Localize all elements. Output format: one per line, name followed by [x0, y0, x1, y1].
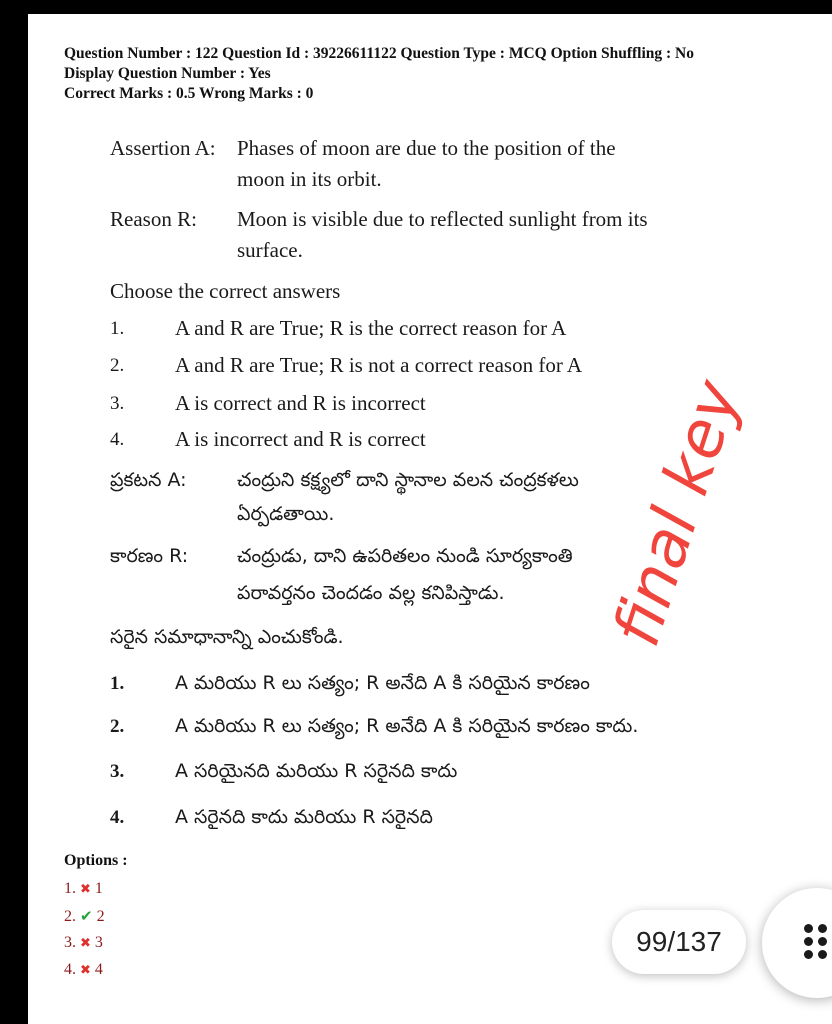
telugu-choice-text: A మరియు R లు సత్యం; R అనేది A కి సరియైన కారణం: [175, 672, 590, 694]
assertion-text-2: moon in its orbit.: [237, 167, 382, 191]
choice-text: A and R are True; R is not a correct reason for A: [175, 353, 583, 377]
telugu-prompt: సరైన సమాధానాన్ని ఎంచుకోండి.: [110, 626, 344, 648]
telugu-choice-number: 3.: [110, 761, 125, 782]
option-row: [64, 934, 103, 952]
option-value: 2: [96, 908, 105, 925]
meta-line-3: Correct Marks : 0.5 Wrong Marks : 0: [64, 85, 314, 102]
telugu-reason-text-2: పరావర్తనం చెందడం వల్ల కనిపిస్తాడు.: [237, 582, 505, 604]
telugu-choice-text: A సరియైనది మరియు R సరైనది కాదు: [175, 760, 458, 782]
choice-text: A is incorrect and R is correct: [175, 427, 426, 451]
choice-number: 3.: [110, 393, 125, 414]
choose-prompt: Choose the correct answers: [110, 279, 341, 303]
reason-text-2: surface.: [237, 238, 303, 262]
page-counter: [612, 910, 746, 974]
assertion-text-1: Phases of moon are due to the position of the: [237, 136, 616, 160]
option-number: 2.: [64, 908, 76, 925]
assertion-label: Assertion A:: [110, 136, 216, 160]
option-number: 1.: [64, 880, 76, 897]
reason-label: Reason R:: [110, 207, 197, 231]
telugu-reason-text-1: చంద్రుడు, దాని ఉపరితలం నుండి సూర్యకాంతి: [237, 545, 573, 567]
choice-text: A is correct and R is incorrect: [175, 391, 426, 415]
choice-number: 2.: [110, 355, 125, 376]
cross-icon: ✖: [80, 882, 91, 897]
cross-icon: ✖: [80, 936, 91, 951]
watermark-text: final key: [599, 371, 755, 655]
page-counter-label: 99/137: [636, 926, 722, 957]
grid-dots-icon: [804, 924, 828, 960]
meta-line-2: Display Question Number : Yes: [64, 65, 271, 82]
telugu-choice-text: A మరియు R లు సత్యం; R అనేది A కి సరియైన కారణం కాదు.: [175, 715, 639, 737]
question-meta: [64, 44, 784, 104]
telugu-reason-label: కారణం R:: [110, 545, 189, 567]
choice-text: A and R are True; R is the correct reason for A: [175, 316, 567, 340]
option-row: [64, 961, 103, 979]
option-value: 3: [94, 934, 103, 951]
options-title: Options :: [64, 852, 128, 869]
telugu-assertion-text-1: చంద్రుని కక్ష్యలో దాని స్థానాల వలన చంద్రకళలు: [237, 469, 579, 491]
option-value: 1: [94, 880, 103, 897]
telugu-choice-number: 2.: [110, 716, 125, 737]
telugu-choice-number: 4.: [110, 807, 125, 828]
telugu-choice-text: A సరైనది కాదు మరియు R సరైనది: [175, 806, 433, 828]
choice-number: 1.: [110, 318, 125, 339]
choice-number: 4.: [110, 429, 125, 450]
reason-text-1: Moon is visible due to reflected sunlight from its: [237, 207, 648, 231]
telugu-assertion-text-2: ఏర్పడతాయి.: [237, 503, 335, 525]
option-row: [64, 880, 103, 898]
option-number: 3.: [64, 934, 76, 951]
option-number: 4.: [64, 961, 76, 978]
option-value: 4: [94, 961, 103, 978]
meta-line-1: Question Number : 122 Question Id : 39226611122 Question Type : MCQ Option Shuffling : No: [64, 45, 694, 62]
check-icon: ✔: [80, 907, 93, 925]
telugu-assertion-label: ప్రకటన A:: [110, 469, 187, 491]
telugu-choice-number: 1.: [110, 673, 125, 694]
option-row: [64, 907, 105, 926]
final-key-watermark: [560, 330, 760, 660]
cross-icon: ✖: [80, 963, 91, 978]
